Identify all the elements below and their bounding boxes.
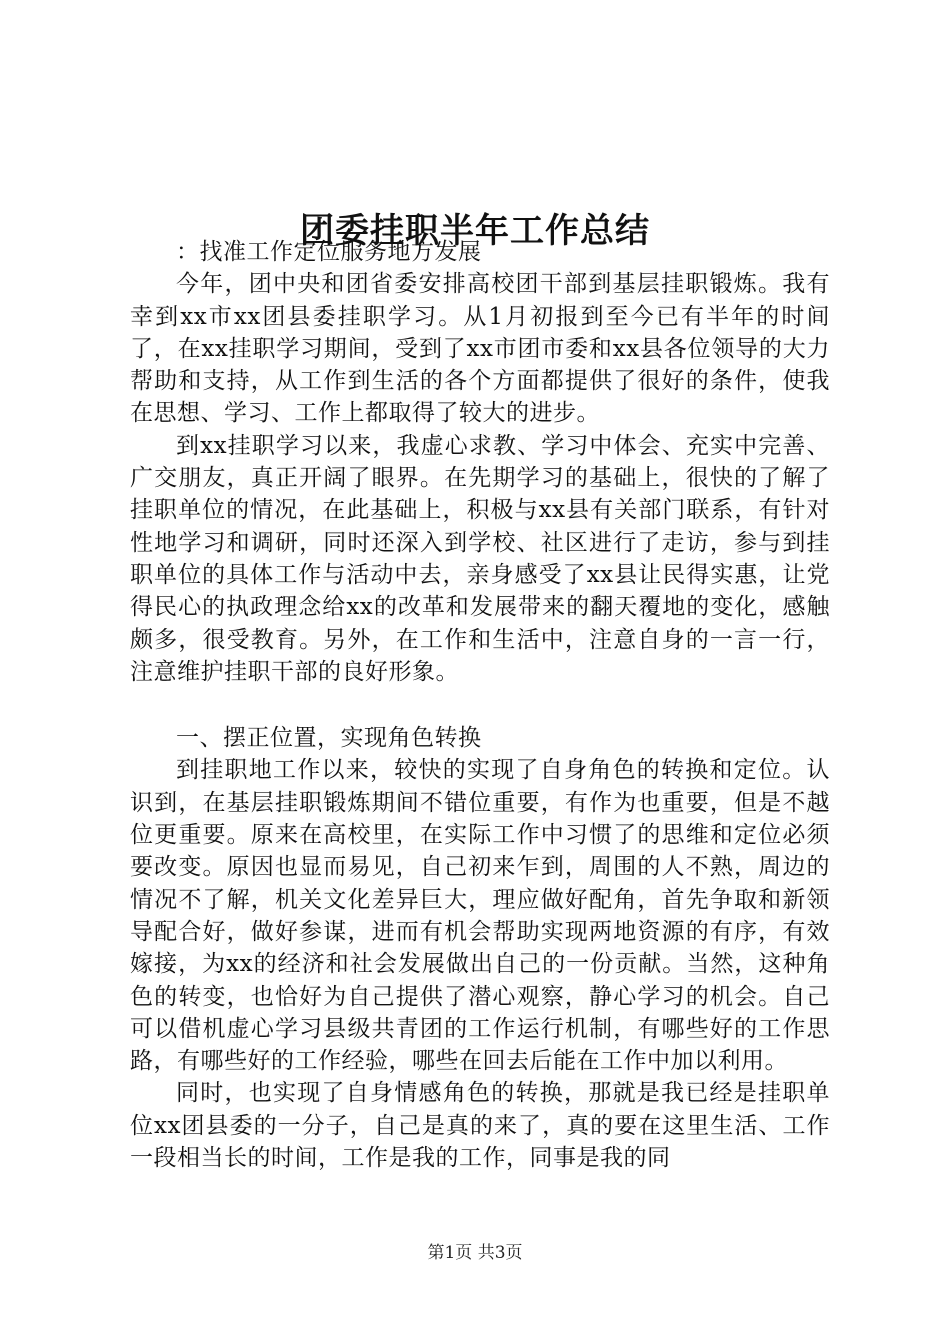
page-number-footer: 第1页 共3页 bbox=[427, 1243, 523, 1263]
section-heading: 一、摆正位置，实现角色转换 bbox=[176, 725, 482, 752]
document-title: 团委挂职半年工作总结 bbox=[300, 210, 650, 251]
body-paragraph: 到xx挂职学习以来，我虚心求教、学习中体会、充实中完善、广交朋友，真正开阔了眼界。在先期学习的基础上，很快的了解了挂职单位的情况，在此基础上，积极与xx县有关部门联系，有针对性地学习和调研，同时还深入到学校、社区进行了走访，参与到挂职单位的具体工作与活动中去，亲身感受了xx县让民得实惠，让党得民心的执政理念给xx的改革和发展带来的翻天覆地的变化，感触颇多，很受教育。另外，在工作和生活中，注意自身的一言一行，注意维护挂职干部的良好形象。 bbox=[130, 432, 830, 685]
body-paragraph: 同时，也实现了自身情感角色的转换，那就是我已经是挂职单位xx团县委的一分子，自己是真的来了，真的要在这里生活、工作一段相当长的时间，工作是我的工作，同事是我的同 bbox=[130, 1080, 830, 1172]
document-body bbox=[130, 236, 830, 1174]
body-paragraph: 到挂职地工作以来，较快的实现了自身角色的转换和定位。认识到，在基层挂职锻炼期间不错位重要，有作为也重要，但是不越位更重要。原来在高校里，在实际工作中习惯了的思维和定位必须要改变。原因也显而易见，自己初来乍到，周围的人不熟，周边的情况不了解，机关文化差异巨大，理应做好配角，首先争取和新领导配合好，做好参谋，进而有机会帮助实现两地资源的有序，有效嫁接，为xx的经济和社会发展做出自己的一份贡献。当然，这种角色的转变，也恰好为自己提供了潜心观察，静心学习的机会。自己可以借机虚心学习县级共青团的工作运行机制，有哪些好的工作思路，有哪些好的工作经验，哪些在回去后能在工作中加以利用。 bbox=[130, 757, 830, 1075]
document-subtitle: ：找准工作定位服务地方发展 bbox=[176, 239, 482, 265]
body-paragraph: 今年，团中央和团省委安排高校团干部到基层挂职锻炼。我有幸到xx市xx团县委挂职学习。从1月初报到至今已有半年的时间了，在xx挂职学习期间，受到了xx市团市委和xx县各位领导的大力帮助和支持，从工作到生活的各个方面都提供了很好的条件，使我在思想、学习、工作上都取得了较大的进步。 bbox=[130, 271, 830, 427]
